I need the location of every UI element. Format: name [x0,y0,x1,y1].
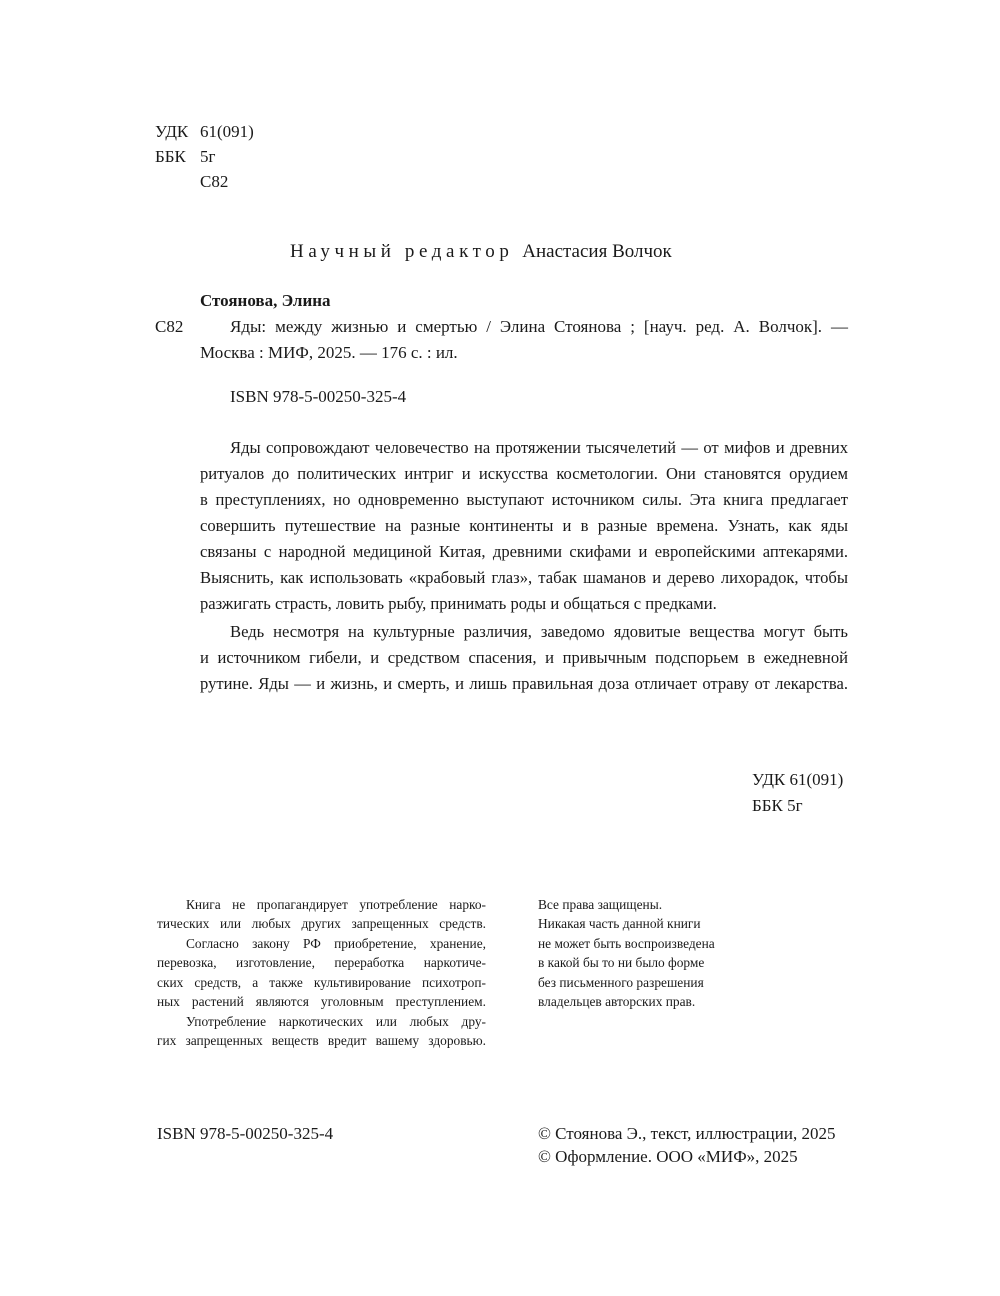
author-mark: С82 [200,172,229,191]
warning-line: Употребление наркотических или любых дру- [186,1014,486,1029]
warning-line: ских средств, а также культивирование психотроп- [157,975,486,990]
catalog-line-1: Яды: между жизнью и смертью / Элина Стоянова ; [науч. ред. А. Волчок]. — [230,317,848,336]
annotation-line: Яды сопровождают человечество на протяжении тысячелетий — от мифов и древних [230,438,848,457]
annotation-line: и источником гибели, и средством спасения, и привычным подспорьем в ежедневной [200,648,848,667]
editor-name: Анастасия Волчок [522,241,672,262]
rights-line: не может быть воспроизведена [538,936,715,951]
bottom-udk: УДК 61(091) [752,770,844,789]
rights-line: без письменного разрешения [538,975,704,990]
udk-code: 61(091) [200,122,254,141]
warning-line: Книга не пропагандирует употребление нарко- [186,897,486,912]
warning-line: перевозка, изготовление, переработка наркотиче- [157,955,486,970]
warning-line: ных растений являются уголовным преступлением. [157,994,486,1009]
editor-line [290,242,672,262]
rights-line: Все права защищены. [538,897,663,912]
rights-line: владельцев авторских прав. [538,994,696,1009]
rights-line: в какой бы то ни было форме [538,955,705,970]
annotation-line: Ведь несмотря на культурные различия, заведомо ядовитые вещества могут быть [230,622,848,641]
annotation-line: связаны с народной медициной Китая, древними скифами и европейскими аптекарями. [200,542,848,561]
catalog-mark: С82 [155,317,184,336]
copyright-design: © Оформление. ООО «МИФ», 2025 [538,1147,798,1166]
warning-line: тических или любых других запрещенных средств. [157,916,486,931]
annotation-line: рутине. Яды — и жизнь, и смерть, и лишь правильная доза отличает отраву от лекарства. [200,674,848,693]
bottom-bbk: ББК 5г [752,796,803,815]
annotation-line: совершить путешествие на разные континенты и в разные времена. Узнать, как яды [200,516,848,535]
warning-line: Согласно закону РФ приобретение, хранение, [186,936,486,951]
annotation-line: ритуалов до политических интриг и искусства косметологии. Они становятся орудием [200,464,848,483]
catalog-line-2: Москва : МИФ, 2025. — 176 с. : ил. [200,343,458,362]
annotation-line: разжигать страсть, ловить рыбу, принимать роды и общаться с предками. [200,594,717,613]
warning-line: гих запрещенных веществ вредит вашему здоровью. [157,1033,486,1048]
annotation-line: в преступлениях, но одновременно выступают источником силы. Эта книга предлагает [200,490,848,509]
bbk-label: ББК [155,147,186,166]
editor-label: Научный редактор [290,241,514,262]
udk-label: УДК [155,122,189,141]
catalog-author: Стоянова, Элина [200,291,331,310]
catalog-isbn: ISBN 978-5-00250-325-4 [230,387,407,406]
bbk-code: 5г [200,147,216,166]
copyright-text: © Стоянова Э., текст, иллюстрации, 2025 [538,1124,836,1143]
annotation-line: Выяснить, как использовать «крабовый глаз», табак шаманов и дерево лихорадок, чтобы [200,568,848,587]
footer-isbn: ISBN 978-5-00250-325-4 [157,1124,334,1143]
rights-line: Никакая часть данной книги [538,916,701,931]
